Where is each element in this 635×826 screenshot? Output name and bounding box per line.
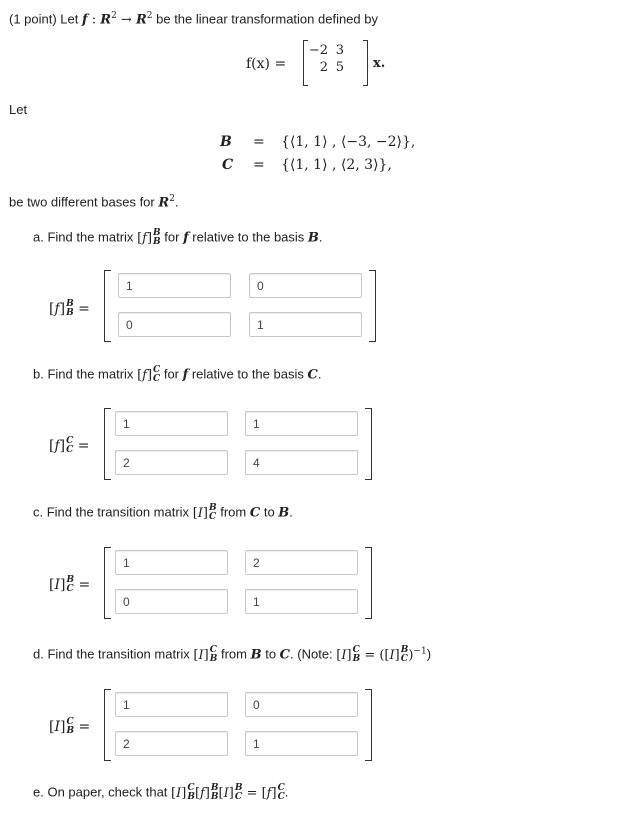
part-d-prompt: d. Find the transition matrix [I] C B from B to C. (Note: [I] C B = ([I] B C )$^{-1}$) xyxy=(33,645,432,664)
part-b-right-bracket xyxy=(365,408,372,480)
part-a-cell-22[interactable] xyxy=(249,312,362,337)
notation-i-cb: [I] B C xyxy=(192,503,217,522)
part-b-cell-12[interactable] xyxy=(245,411,358,436)
notation-f-bb: [f] B B xyxy=(137,228,161,247)
part-d-cell-11[interactable] xyxy=(115,692,228,717)
fx-label: f(x) = xyxy=(246,56,287,72)
basis-b-equals: = xyxy=(253,134,265,150)
part-a-right-bracket xyxy=(369,270,376,342)
part-a-prompt: a. Find the matrix [f] B B for f relative to the basis B. xyxy=(33,228,323,247)
part-c-prompt: c. Find the transition matrix [I] B C from C to B. xyxy=(33,503,293,522)
two-bases-line: be two different bases for $R^2$. xyxy=(9,194,179,211)
given-matrix-cell: 3 xyxy=(335,43,344,58)
basis-b-name: B xyxy=(220,134,232,150)
note-formula: [I] C B = ([I] B C )$^{-1}$ xyxy=(336,645,427,664)
basis-c-name: C xyxy=(222,157,234,173)
part-b-matrix-label: [f] C C = xyxy=(49,436,90,455)
part-a-cell-11[interactable] xyxy=(118,273,231,298)
basis-c-equals: = xyxy=(253,157,265,173)
part-c-cell-12[interactable] xyxy=(245,550,358,575)
part-c-matrix-label: [I] B C = xyxy=(49,575,91,594)
part-d-matrix-label: [I] C B = xyxy=(49,717,91,736)
part-c-cell-22[interactable] xyxy=(245,589,358,614)
part-d-cell-22[interactable] xyxy=(245,731,358,756)
part-c-cell-11[interactable] xyxy=(115,550,228,575)
part-d-right-bracket xyxy=(365,689,372,761)
given-matrix-right-bracket xyxy=(363,40,368,86)
notation-i-bc: [I] C B xyxy=(193,645,218,664)
check-formula: [I] C B [f] B B [I] B C = [f] C C xyxy=(171,783,285,802)
part-c-right-bracket xyxy=(365,547,372,619)
part-c-left-bracket xyxy=(104,547,111,619)
given-matrix-cell: 5 xyxy=(335,60,344,75)
part-a-matrix-label: [f] B B = xyxy=(49,299,90,318)
basis-c-value: {⟨1, 1⟩ , ⟨2, 3⟩}, xyxy=(281,157,392,173)
part-d-left-bracket xyxy=(104,689,111,761)
part-e-prompt: e. On paper, check that [I] C B [f] B B [I] B C = [f] C C . xyxy=(33,783,289,802)
part-b-cell-11[interactable] xyxy=(115,411,228,436)
part-a-cell-12[interactable] xyxy=(249,273,362,298)
part-a-left-bracket xyxy=(104,270,111,342)
basis-b-value: {⟨1, 1⟩ , ⟨−3, −2⟩}, xyxy=(281,134,416,150)
part-b-cell-21[interactable] xyxy=(115,450,228,475)
part-a-cell-21[interactable] xyxy=(118,312,231,337)
given-matrix-cell: −2 xyxy=(308,43,328,58)
part-c-cell-21[interactable] xyxy=(115,589,228,614)
given-matrix xyxy=(306,43,344,75)
x-vector: x. xyxy=(373,56,386,71)
part-b-cell-22[interactable] xyxy=(245,450,358,475)
part-b-left-bracket xyxy=(104,408,111,480)
let-label: Let xyxy=(9,102,28,117)
part-b-prompt: b. Find the matrix [f] C C for f relative to the basis C. xyxy=(33,365,322,384)
part-d-cell-21[interactable] xyxy=(115,731,228,756)
given-matrix-cell: 2 xyxy=(319,60,328,75)
part-d-cell-12[interactable] xyxy=(245,692,358,717)
intro-line: (1 point) Let f : $R^2 \to R^2$ be the linear transformation defined by xyxy=(9,11,378,28)
notation-f-cc: [f] C C xyxy=(137,365,161,384)
